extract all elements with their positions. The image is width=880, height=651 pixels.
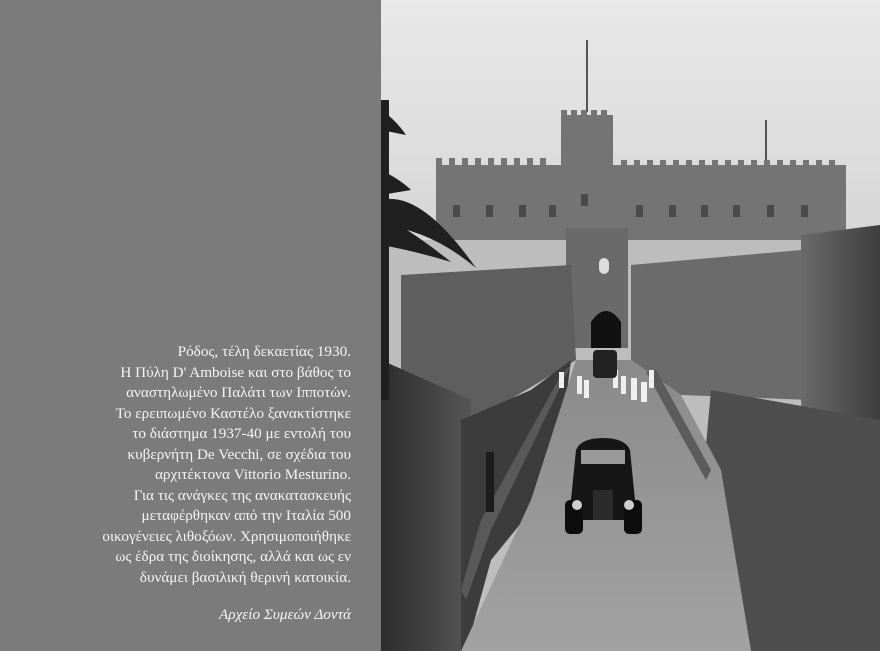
caption-line: Η Πύλη D' Amboise και στο βάθος το: [120, 363, 351, 381]
photo-credit: Αρχείο Συμεών Δοντά: [219, 606, 351, 623]
caption-line: το διάστημα 1937-40 με εντολή του: [132, 425, 351, 442]
caption-line: ως έδρα της διοίκησης, αλλά και ως εν: [115, 548, 351, 565]
caption-line: κυβερνήτη De Vecchi, σε σχέδια του: [127, 445, 351, 463]
caption-line: οικογένειες λιθοξόων. Χρησιμοποιήθηκε: [102, 527, 351, 545]
caption-line: αναστηλωμένο Παλάτι των Ιπποτών.: [126, 384, 351, 401]
car-background: [593, 350, 617, 378]
historic-photo: [381, 0, 880, 651]
caption-text: [102, 342, 351, 588]
caption-line: δυνάμει βασιλική θερινή κατοικία.: [139, 568, 351, 586]
caption-line: αρχιτέκτονα Vittorio Mesturino.: [154, 466, 351, 483]
gate-tower: [566, 228, 628, 348]
figure-standing: [486, 452, 494, 512]
caption-line: Ρόδος, τέλη δεκαετίας 1930.: [177, 343, 351, 360]
caption-line: Για τις ανάγκες της ανακατασκευής: [133, 486, 351, 504]
caption-line: Το ερειπωμένο Καστέλο ξανακτίστηκε: [115, 404, 351, 422]
caption-line: μεταφέρθηκαν από την Ιταλία 500: [141, 507, 351, 524]
caption-panel: [0, 0, 381, 651]
wall-left-near: [381, 360, 471, 651]
